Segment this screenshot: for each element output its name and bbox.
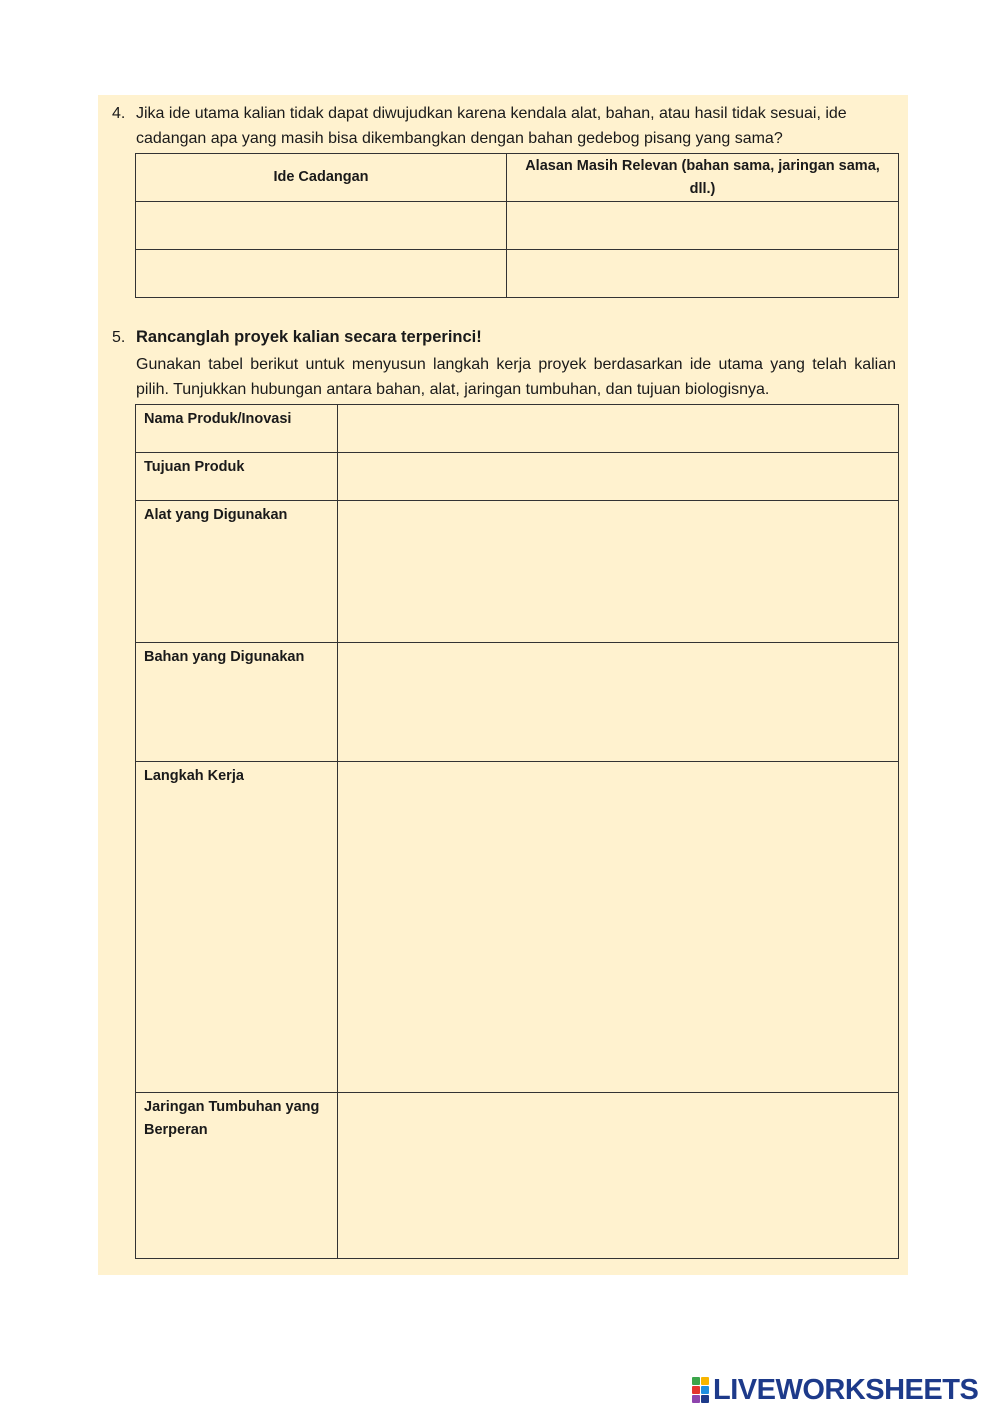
answer-cell-bahan[interactable] bbox=[338, 643, 899, 762]
liveworksheets-brand-text: LIVEWORKSHEETS bbox=[713, 1373, 979, 1406]
question-5-title: Rancanglah proyek kalian secara terperinci! bbox=[136, 328, 482, 346]
answer-cell-idea-1[interactable] bbox=[136, 202, 507, 250]
row-label-tujuan-produk: Tujuan Produk bbox=[136, 453, 338, 501]
answer-cell-alat[interactable] bbox=[338, 501, 899, 643]
answer-cell-nama-produk[interactable] bbox=[338, 405, 899, 453]
question-5-number: 5. bbox=[112, 329, 126, 346]
answer-cell-tujuan-produk[interactable] bbox=[338, 453, 899, 501]
row-label-jaringan-tumbuhan: Jaringan Tumbuhan yang Berperan bbox=[136, 1093, 338, 1259]
row-label-bahan: Bahan yang Digunakan bbox=[136, 643, 338, 762]
header-alasan-relevan: Alasan Masih Relevan (bahan sama, jaringan sama, dll.) bbox=[507, 154, 899, 202]
answer-cell-reason-2[interactable] bbox=[507, 250, 899, 298]
header-ide-cadangan: Ide Cadangan bbox=[136, 154, 507, 202]
liveworksheets-logo bbox=[692, 1374, 978, 1406]
liveworksheets-logo-icon bbox=[692, 1377, 709, 1403]
answer-cell-idea-2[interactable] bbox=[136, 250, 507, 298]
row-label-nama-produk: Nama Produk/Inovasi bbox=[136, 405, 338, 453]
row-label-langkah-kerja: Langkah Kerja bbox=[136, 762, 338, 1093]
question-5-description: Gunakan tabel berikut untuk menyusun langkah kerja proyek berdasarkan ide utama yang telah kalian pilih. Tunjukkan hubungan antara bahan, alat, jaringan tumbuhan, dan tujuan biologisnya. bbox=[136, 356, 896, 398]
answer-cell-langkah-kerja[interactable] bbox=[338, 762, 899, 1093]
row-label-alat: Alat yang Digunakan bbox=[136, 501, 338, 643]
question-4-text: Jika ide utama kalian tidak dapat diwujudkan karena kendala alat, bahan, atau hasil tidak sesuai, ide cadangan apa yang masih bisa dikembangkan dengan bahan gedebog pisang yang sama? bbox=[136, 105, 847, 147]
project-design-table bbox=[135, 404, 899, 1259]
answer-cell-jaringan-tumbuhan[interactable] bbox=[338, 1093, 899, 1259]
answer-cell-reason-1[interactable] bbox=[507, 202, 899, 250]
backup-idea-table bbox=[135, 153, 899, 298]
question-4-number: 4. bbox=[112, 105, 126, 122]
